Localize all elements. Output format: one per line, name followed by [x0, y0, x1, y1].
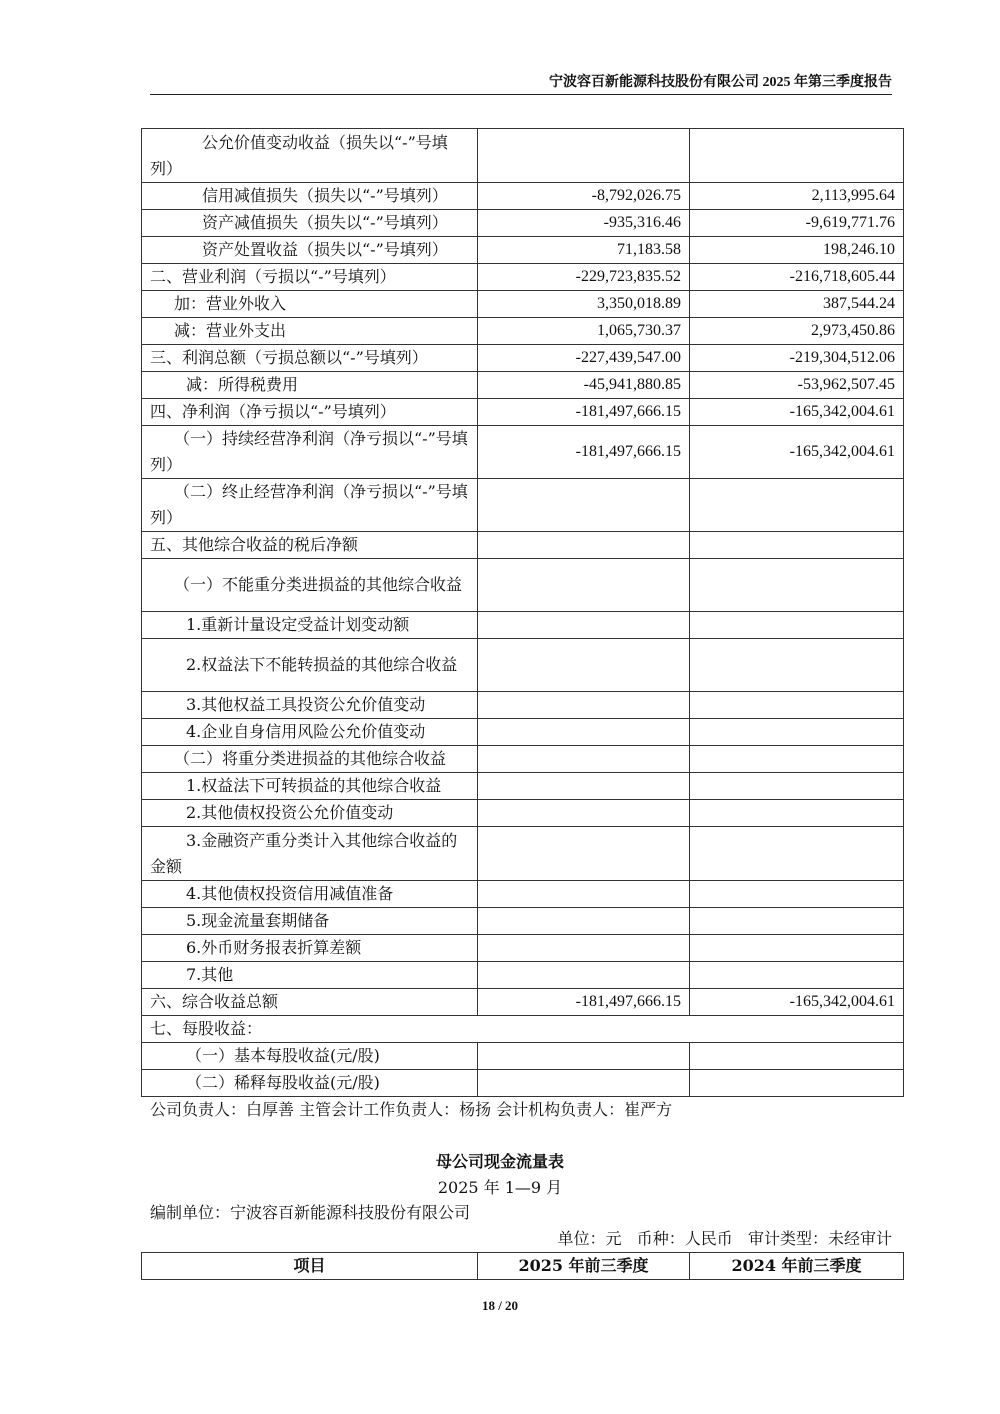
current-period-value: -8,792,026.75: [478, 183, 690, 210]
current-period-value: [478, 532, 690, 559]
row-label: 七、每股收益：: [142, 1016, 904, 1043]
unit-currency-audit-line: 单位：元 币种：人民币 审计类型：未经审计: [557, 1229, 892, 1248]
header-divider: [150, 94, 892, 95]
current-period-value: [478, 827, 690, 881]
current-period-value: [478, 559, 690, 612]
table-row: [142, 692, 904, 719]
row-label: 7.其他: [142, 962, 478, 989]
table-row: [142, 612, 904, 639]
table-row: [142, 399, 904, 426]
income-statement-table: [141, 128, 904, 1097]
column-header-prior: 2024 年前三季度: [690, 1253, 904, 1280]
table-row: [142, 210, 904, 237]
prior-period-value: [690, 479, 904, 532]
prior-period-value: [690, 692, 904, 719]
row-label: （二）将重分类进损益的其他综合收益: [142, 746, 478, 773]
table-row: [142, 962, 904, 989]
prior-period-value: [690, 800, 904, 827]
prior-period-value: [690, 129, 904, 183]
row-label: （一）基本每股收益(元/股): [142, 1043, 478, 1070]
row-label: 资产处置收益（损失以“-”号填列）: [142, 237, 478, 264]
current-period-value: [478, 935, 690, 962]
table-row: [142, 372, 904, 399]
prior-period-value: [690, 612, 904, 639]
row-label: 2.其他债权投资公允价值变动: [142, 800, 478, 827]
row-label: 3.其他权益工具投资公允价值变动: [142, 692, 478, 719]
column-header-current: 2025 年前三季度: [478, 1253, 690, 1280]
current-period-value: 71,183.58: [478, 237, 690, 264]
row-label: 减：营业外支出: [142, 318, 478, 345]
row-label: 1.重新计量设定受益计划变动额: [142, 612, 478, 639]
prior-period-value: [690, 1070, 904, 1097]
prior-period-value: [690, 719, 904, 746]
row-label: 6.外币财务报表折算差额: [142, 935, 478, 962]
prior-period-value: [690, 746, 904, 773]
current-period-value: [478, 612, 690, 639]
table-row: [142, 908, 904, 935]
table-row: [142, 827, 904, 881]
table-header-row: [142, 1253, 904, 1280]
current-period-value: [478, 1070, 690, 1097]
table-row: [142, 1016, 904, 1043]
prior-period-value: -53,962,507.45: [690, 372, 904, 399]
prior-period-value: -219,304,512.06: [690, 345, 904, 372]
table-row: [142, 237, 904, 264]
current-period-value: 3,350,018.89: [478, 291, 690, 318]
row-label: 加：营业外收入: [142, 291, 478, 318]
current-period-value: [478, 746, 690, 773]
table-row: [142, 479, 904, 532]
page-header: 宁波容百新能源科技股份有限公司 2025 年第三季度报告: [549, 75, 892, 90]
current-period-value: [478, 639, 690, 692]
current-period-value: [478, 479, 690, 532]
table-row: [142, 559, 904, 612]
prior-period-value: -9,619,771.76: [690, 210, 904, 237]
current-period-value: [478, 719, 690, 746]
row-label: （二）终止经营净利润（净亏损以“-”号填列）: [142, 479, 478, 532]
table-row: [142, 291, 904, 318]
row-label: 信用减值损失（损失以“-”号填列）: [142, 183, 478, 210]
row-label: （一）不能重分类进损益的其他综合收益: [142, 559, 478, 612]
table-row: [142, 426, 904, 479]
table-row: [142, 719, 904, 746]
prior-period-value: [690, 827, 904, 881]
row-label: （二）稀释每股收益(元/股): [142, 1070, 478, 1097]
row-label: 3.金融资产重分类计入其他综合收益的金额: [142, 827, 478, 881]
table-row: [142, 129, 904, 183]
signatures-line: 公司负责人：白厚善 主管会计工作负责人：杨扬 会计机构负责人：崔严方: [150, 1100, 673, 1119]
row-label: 公允价值变动收益（损失以“-”号填列）: [142, 129, 478, 183]
table-row: [142, 1043, 904, 1070]
page-number: 18 / 20: [481, 1298, 519, 1313]
current-period-value: [478, 881, 690, 908]
cash-flow-table: [141, 1252, 904, 1280]
row-label: 资产减值损失（损失以“-”号填列）: [142, 210, 478, 237]
table-row: [142, 318, 904, 345]
prior-period-value: 2,973,450.86: [690, 318, 904, 345]
current-period-value: -229,723,835.52: [478, 264, 690, 291]
prior-period-value: [690, 962, 904, 989]
current-period-value: -181,497,666.15: [478, 426, 690, 479]
prior-period-value: -165,342,004.61: [690, 426, 904, 479]
table-row: [142, 639, 904, 692]
current-period-value: [478, 129, 690, 183]
row-label: （一）持续经营净利润（净亏损以“-”号填列）: [142, 426, 478, 479]
current-period-value: [478, 1043, 690, 1070]
row-label: 5.现金流量套期储备: [142, 908, 478, 935]
prior-period-value: [690, 773, 904, 800]
prior-period-value: [690, 881, 904, 908]
cash-flow-period: 2025 年 1—9 月: [437, 1178, 563, 1197]
row-label: 2.权益法下不能转损益的其他综合收益: [142, 639, 478, 692]
table-row: [142, 264, 904, 291]
current-period-value: [478, 692, 690, 719]
table-row: [142, 881, 904, 908]
current-period-value: [478, 908, 690, 935]
table-row: [142, 800, 904, 827]
current-period-value: [478, 773, 690, 800]
prior-period-value: [690, 639, 904, 692]
row-label: 4.企业自身信用风险公允价值变动: [142, 719, 478, 746]
current-period-value: [478, 962, 690, 989]
cash-flow-title: 母公司现金流量表: [435, 1152, 564, 1171]
row-label: 六、综合收益总额: [142, 989, 478, 1016]
row-label: 1.权益法下可转损益的其他综合收益: [142, 773, 478, 800]
prior-period-value: [690, 908, 904, 935]
table-row: [142, 746, 904, 773]
row-label: 五、其他综合收益的税后净额: [142, 532, 478, 559]
current-period-value: -935,316.46: [478, 210, 690, 237]
table-row: [142, 773, 904, 800]
prior-period-value: -216,718,605.44: [690, 264, 904, 291]
column-header-item: 项目: [142, 1253, 478, 1280]
prior-period-value: -165,342,004.61: [690, 399, 904, 426]
row-label: 四、净利润（净亏损以“-”号填列）: [142, 399, 478, 426]
table-row: [142, 1070, 904, 1097]
current-period-value: -227,439,547.00: [478, 345, 690, 372]
current-period-value: -181,497,666.15: [478, 989, 690, 1016]
current-period-value: [478, 800, 690, 827]
prior-period-value: [690, 935, 904, 962]
prior-period-value: -165,342,004.61: [690, 989, 904, 1016]
compiling-entity: 编制单位：宁波容百新能源科技股份有限公司: [150, 1203, 471, 1222]
table-row: [142, 345, 904, 372]
table-row: [142, 532, 904, 559]
row-label: 减：所得税费用: [142, 372, 478, 399]
prior-period-value: [690, 1043, 904, 1070]
current-period-value: -181,497,666.15: [478, 399, 690, 426]
row-label: 二、营业利润（亏损以“-”号填列）: [142, 264, 478, 291]
row-label: 4.其他债权投资信用减值准备: [142, 881, 478, 908]
current-period-value: -45,941,880.85: [478, 372, 690, 399]
prior-period-value: 198,246.10: [690, 237, 904, 264]
table-row: [142, 989, 904, 1016]
current-period-value: 1,065,730.37: [478, 318, 690, 345]
prior-period-value: 387,544.24: [690, 291, 904, 318]
prior-period-value: [690, 532, 904, 559]
table-row: [142, 935, 904, 962]
prior-period-value: [690, 559, 904, 612]
table-row: [142, 183, 904, 210]
row-label: 三、利润总额（亏损总额以“-”号填列）: [142, 345, 478, 372]
prior-period-value: 2,113,995.64: [690, 183, 904, 210]
